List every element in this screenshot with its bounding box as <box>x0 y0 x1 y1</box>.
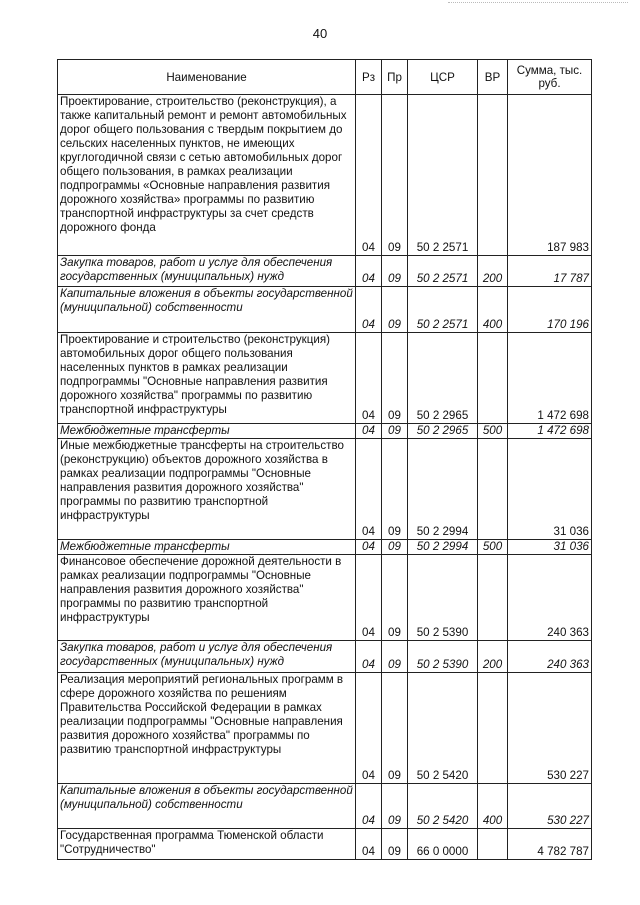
header-name: Наименование <box>58 60 356 95</box>
row-vr: 500 <box>478 424 508 439</box>
header-rz: Рз <box>356 60 382 95</box>
row-rz: 04 <box>356 424 382 439</box>
row-pr: 09 <box>382 555 408 641</box>
table-row <box>58 287 592 333</box>
table-row <box>58 256 592 287</box>
row-name: Иные межбюджетные трансферты на строительство (реконструкцию) объектов дорожного хозяйства в рамках реализации подпрограммы "Основные направления развития дорожного хозяйства" программы по развитию транспортной инфраструктуры <box>58 439 356 540</box>
row-name: Капитальные вложения в объекты государственной (муниципальной) собственности <box>58 784 356 829</box>
row-sum: 31 036 <box>508 439 592 540</box>
budget-table <box>57 59 592 860</box>
row-rz: 04 <box>356 784 382 829</box>
row-pr: 09 <box>382 287 408 333</box>
header-pr: Пр <box>382 60 408 95</box>
row-pr: 09 <box>382 829 408 860</box>
row-csr: 50 2 2994 <box>408 439 478 540</box>
row-pr: 09 <box>382 673 408 784</box>
row-csr: 50 2 5390 <box>408 641 478 673</box>
table-row <box>58 555 592 641</box>
table-row <box>58 673 592 784</box>
row-sum: 530 227 <box>508 784 592 829</box>
row-vr: 200 <box>478 256 508 287</box>
row-name: Капитальные вложения в объекты государственной (муниципальной) собственности <box>58 287 356 333</box>
row-name: Реализация мероприятий региональных программ в сфере дорожного хозяйства по решениям Правительства Российской Федерации в рамках реализации подпрограммы "Основные направления развития дорожного хозяйства" программы по развитию транспортной инфраструктуры <box>58 673 356 784</box>
row-vr <box>478 555 508 641</box>
row-vr <box>478 829 508 860</box>
row-csr: 50 2 2965 <box>408 424 478 439</box>
row-rz: 04 <box>356 95 382 256</box>
row-csr: 50 2 5420 <box>408 673 478 784</box>
row-pr: 09 <box>382 784 408 829</box>
row-rz: 04 <box>356 555 382 641</box>
table-row <box>58 424 592 439</box>
row-rz: 04 <box>356 540 382 555</box>
row-vr: 400 <box>478 287 508 333</box>
row-sum: 530 227 <box>508 673 592 784</box>
row-rz: 04 <box>356 673 382 784</box>
table-row <box>58 784 592 829</box>
row-pr: 09 <box>382 439 408 540</box>
scan-artifact <box>448 2 628 7</box>
row-vr: 200 <box>478 641 508 673</box>
row-sum: 1 472 698 <box>508 424 592 439</box>
row-name: Проектирование, строительство (реконструкция), а также капитальный ремонт и ремонт автомобильных дорог общего пользования с твердым покрытием до сельских населенных пунктов, не имеющих круглогодичной связи с сетью автомобильных дорог общего пользования, в рамках реализации подпрограммы «Основные направления развития дорожного хозяйства» программы по развитию транспортной инфраструктуры за счет средств дорожного фонда <box>58 95 356 256</box>
row-sum: 1 472 698 <box>508 333 592 424</box>
row-pr: 09 <box>382 95 408 256</box>
row-csr: 50 2 2965 <box>408 333 478 424</box>
row-vr <box>478 333 508 424</box>
row-vr <box>478 673 508 784</box>
row-pr: 09 <box>382 540 408 555</box>
table-row <box>58 829 592 860</box>
row-name: Финансовое обеспечение дорожной деятельности в рамках реализации подпрограммы "Основные направления развития дорожного хозяйства" программы по развитию транспортной инфраструктуры <box>58 555 356 641</box>
table-body <box>58 95 592 860</box>
row-sum: 170 196 <box>508 287 592 333</box>
row-rz: 04 <box>356 641 382 673</box>
row-vr: 400 <box>478 784 508 829</box>
header-sum: Сумма, тыс. руб. <box>508 60 592 95</box>
table-row <box>58 641 592 673</box>
row-csr: 50 2 2994 <box>408 540 478 555</box>
row-vr <box>478 95 508 256</box>
row-csr: 50 2 2571 <box>408 95 478 256</box>
table-header-row <box>58 60 592 95</box>
row-name: Межбюджетные трансферты <box>58 424 356 439</box>
row-csr: 50 2 2571 <box>408 287 478 333</box>
row-pr: 09 <box>382 641 408 673</box>
row-sum: 240 363 <box>508 641 592 673</box>
row-rz: 04 <box>356 333 382 424</box>
row-sum: 31 036 <box>508 540 592 555</box>
row-pr: 09 <box>382 333 408 424</box>
row-csr: 50 2 5390 <box>408 555 478 641</box>
row-vr <box>478 439 508 540</box>
page-number: 40 <box>312 26 328 41</box>
row-pr: 09 <box>382 256 408 287</box>
header-vr: ВР <box>478 60 508 95</box>
row-sum: 240 363 <box>508 555 592 641</box>
row-pr: 09 <box>382 424 408 439</box>
table-row <box>58 95 592 256</box>
table-row <box>58 333 592 424</box>
row-rz: 04 <box>356 439 382 540</box>
header-csr: ЦСР <box>408 60 478 95</box>
row-name: Закупка товаров, работ и услуг для обеспечения государственных (муниципальных) нужд <box>58 641 356 673</box>
row-sum: 187 983 <box>508 95 592 256</box>
row-rz: 04 <box>356 829 382 860</box>
row-csr: 50 2 2571 <box>408 256 478 287</box>
row-name: Межбюджетные трансферты <box>58 540 356 555</box>
row-name: Проектирование и строительство (реконструкция) автомобильных дорог общего пользования населенных пунктов в рамках реализации подпрограммы "Основные направления развития дорожного хозяйства" программы по развитию транспортной инфраструктуры <box>58 333 356 424</box>
row-sum: 4 782 787 <box>508 829 592 860</box>
table-row <box>58 540 592 555</box>
table-row <box>58 439 592 540</box>
row-name: Государственная программа Тюменской области "Сотрудничество" <box>58 829 356 860</box>
row-rz: 04 <box>356 287 382 333</box>
row-name: Закупка товаров, работ и услуг для обеспечения государственных (муниципальных) нужд <box>58 256 356 287</box>
row-rz: 04 <box>356 256 382 287</box>
row-sum: 17 787 <box>508 256 592 287</box>
row-csr: 66 0 0000 <box>408 829 478 860</box>
row-csr: 50 2 5420 <box>408 784 478 829</box>
row-vr: 500 <box>478 540 508 555</box>
